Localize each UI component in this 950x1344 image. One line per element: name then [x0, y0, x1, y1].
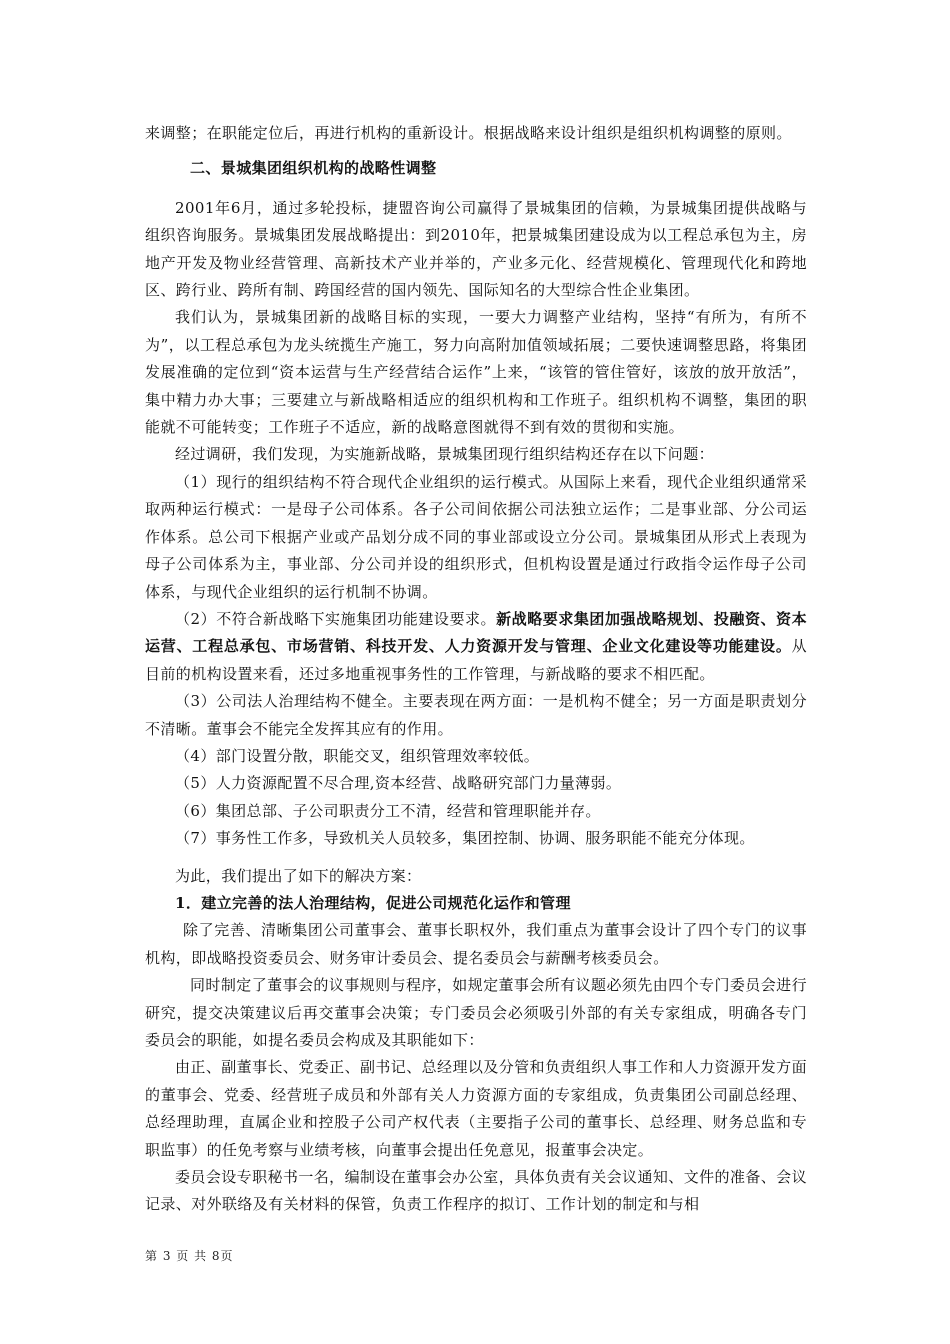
problem-item-7: （7）事务性工作多，导致机关人员较多，集团控制、协调、服务职能不能充分体现。	[175, 829, 755, 848]
section-heading: 二、景城集团组织机构的战略性调整	[190, 159, 437, 178]
paragraph-findings: 经过调研，我们发现，为实施新战略，景城集团现行组织结构还存在以下问题：	[175, 445, 715, 464]
paragraph-secretary: 委员会设专职秘书一名，编制设在董事会办公室，具体负责有关会议通知、文件的准备、会议记录、对外联络及有关材料的保管，负责工作程序的拟订、工作计划的制定和与相	[145, 1168, 807, 1214]
page-footer: 第 3 页 共 8页	[145, 1249, 234, 1263]
problem-item-2-bold: 新战略要求集团加强战略规划、投融资、资本运营、工程总承包、市场营销、科技开发、人力资源开发与管理、企业文化建设等功能建设。	[145, 609, 807, 656]
paragraph-nomination: 由正、副董事长、党委正、副书记、总经理以及分管和负责组织人事工作和人力资源开发方面的董事会、党委、经营班子成员和外部有关人力资源方面的专家组成，负责集团公司副总经理、总经理助理，直属企业和控股子公司产权代表（主要指子公司的董事长、总经理、财务总监和专职监事）的任免考察与业绩考核，向董事会提出任免意见，报董事会决定。	[145, 1058, 807, 1159]
intro-paragraph: 来调整；在职能定位后，再进行机构的重新设计。根据战略来设计组织是组织机构调整的原则。	[145, 124, 792, 142]
problem-item-4: （4）部门设置分散，职能交叉，组织管理效率较低。	[175, 746, 540, 765]
problem-item-5: （5）人力资源配置不尽合理,资本经营、战略研究部门力量薄弱。	[175, 774, 622, 793]
paragraph-solution-intro: 为此，我们提出了如下的解决方案：	[175, 866, 422, 885]
paragraph-strategy: 2001年6月，通过多轮投标，捷盟咨询公司赢得了景城集团的信赖，为景城集团提供战略与组织咨询服务。景城集团发展战略提出：到2010年，把景城集团建设成为以工程总承包为主，房地产开发及物业经营管理、高新技术产业并举的，产业多元化、经营规模化、管理现代化和跨地区、跨行业、跨所有制、跨国经营的国内领先、国际知名的大型综合性企业集团。	[145, 198, 807, 300]
paragraph-board: 除了完善、清晰集团公司董事会、董事长职权外，我们重点为董事会设计了四个专门的议事机构，即战略投资委员会、财务审计委员会、提名委员会与薪酬考核委员会。	[145, 921, 807, 967]
problem-item-1: （1）现行的组织结构不符合现代企业组织的运行模式。从国际上来看，现代企业组织通常采取两种运行模式：一是母子公司体系。各子公司间依据公司法独立运作；二是事业部、分公司运作体系。总公司下根据产业或产品划分成不同的事业部或设立分公司。景城集团从形式上表现为母子公司体系为主，事业部、分公司并设的组织形式，但机构设置是通过行政指令运作母子公司体系，与现代企业组织的运行机制不协调。	[145, 472, 807, 601]
paragraph-analysis: 我们认为，景城集团新的战略目标的实现，一要大力调整产业结构，坚持“有所为，有所不为”，以工程总承包为龙头统揽生产施工，努力向高附加值领域拓展；二要快速调整思路，将集团发展准确的定位到“资本运营与生产经营结合运作”上来，“该管的管住管好，该放的放开放活”，集中精力办大事；三要建立与新战略相适应的组织机构和工作班子。组织机构不调整，集团的职能就不可能转变；工作班子不适应，新的战略意图就得不到有效的贯彻和实施。	[145, 308, 807, 437]
document-body	[145, 120, 807, 1219]
problem-item-2	[145, 606, 807, 688]
paragraph-rules: 同时制定了董事会的议事规则与程序，如规定董事会所有议题必须先由四个专门委员会进行研究，提交决策建议后再交董事会决策；专门委员会必须吸引外部的有关专家组成，明确各专门委员会的职能，如提名委员会构成及其职能如下：	[145, 976, 807, 1049]
sub-heading: 1．建立完善的法人治理结构，促进公司规范化运作和管理	[175, 893, 571, 912]
problem-item-2-lead: （2）不符合新战略下实施集团功能建设要求。	[175, 609, 497, 628]
problem-item-6: （6）集团总部、子公司职责分工不清，经营和管理职能并存。	[175, 801, 601, 820]
problem-item-3: （3）公司法人治理结构不健全。主要表现在两方面：一是机构不健全；另一方面是职责划分不清晰。董事会不能完全发挥其应有的作用。	[145, 692, 807, 738]
problem-item-2-tail: 从目前的机构设置来看，还过多地重视事务性的工作管理，与新战略的要求不相匹配。	[145, 637, 807, 683]
